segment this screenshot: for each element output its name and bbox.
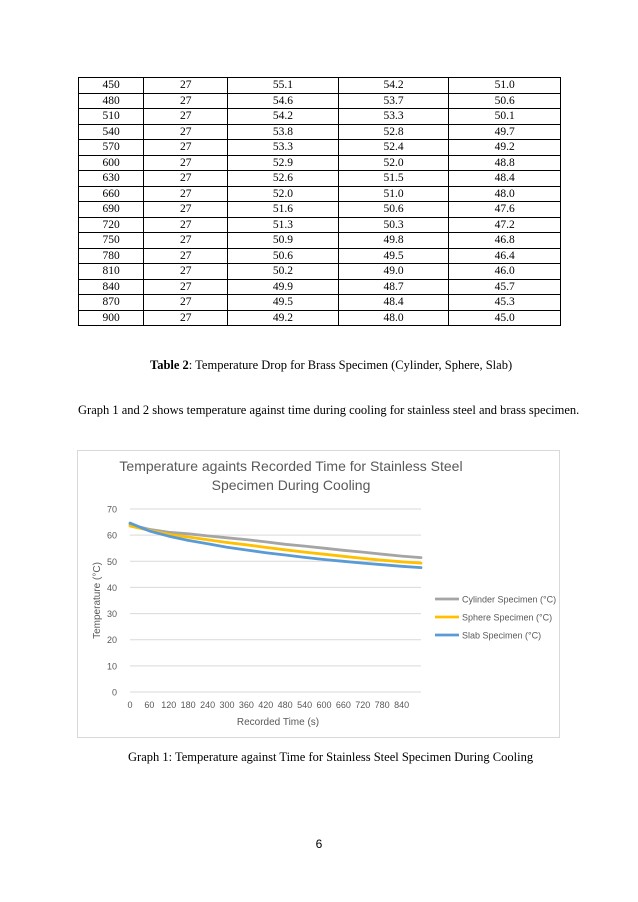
table-cell: 27 [144,93,228,109]
table-cell: 27 [144,279,228,295]
table-cell: 570 [79,140,144,156]
table-cell: 27 [144,109,228,125]
table-cell: 46.8 [449,233,561,249]
table-cell: 54.6 [228,93,339,109]
table-cell: 55.1 [228,78,339,94]
table-cell: 50.1 [449,109,561,125]
table-cell: 27 [144,124,228,140]
table-cell: 49.9 [228,279,339,295]
table-cell: 27 [144,248,228,264]
table-cell: 51.6 [228,202,339,218]
table-cell: 53.8 [228,124,339,140]
table-row [79,248,561,264]
table-row [79,140,561,156]
table-row [79,109,561,125]
y-tick-label: 20 [106,635,117,646]
x-tick-label: 720 [355,700,371,710]
table-cell: 50.6 [449,93,561,109]
chart-title-line: Temperature againts Recorded Time for Stainless Steel [119,458,463,474]
x-tick-label: 360 [238,700,254,710]
table-cell: 53.3 [228,140,339,156]
table-cell: 48.8 [449,155,561,171]
table-cell: 49.7 [449,124,561,140]
table-cell: 49.2 [228,310,339,326]
table-cell: 49.0 [338,264,449,280]
table-cell: 450 [79,78,144,94]
table-cell: 27 [144,140,228,156]
table-cell: 54.2 [338,78,449,94]
page-number: 6 [315,837,323,851]
y-tick-label: 60 [106,530,117,541]
table-cell: 45.0 [449,310,561,326]
table-cell: 52.0 [338,155,449,171]
x-tick-label: 540 [297,700,313,710]
temperature-data-table [78,77,561,326]
table-cell: 870 [79,295,144,311]
table-cell: 46.0 [449,264,561,280]
table-cell: 720 [79,217,144,233]
legend-label: Sphere Specimen (°C) [462,612,553,623]
table-row [79,124,561,140]
y-tick-label: 70 [106,504,117,515]
table-row [79,217,561,233]
table-body [79,78,561,326]
chart-container [77,450,560,738]
table-cell: 50.9 [228,233,339,249]
table-cell: 53.7 [338,93,449,109]
table-cell: 51.0 [449,78,561,94]
table-cell: 49.5 [228,295,339,311]
table-row [79,310,561,326]
x-tick-label: 780 [374,700,390,710]
table-cell: 50.2 [228,264,339,280]
table-row [79,279,561,295]
table-row [79,264,561,280]
y-tick-label: 10 [106,661,117,672]
temperature-line-chart [78,451,559,737]
table-cell: 27 [144,264,228,280]
table-row [79,233,561,249]
table-cell: 780 [79,248,144,264]
table-cell: 53.3 [338,109,449,125]
table-cell: 48.0 [449,186,561,202]
table-cell: 27 [144,155,228,171]
table-cell: 49.5 [338,248,449,264]
table-cell: 27 [144,186,228,202]
table-cell: 52.0 [228,186,339,202]
table-cell: 27 [144,78,228,94]
table-cell: 690 [79,202,144,218]
x-tick-label: 180 [180,700,196,710]
table-cell: 45.7 [449,279,561,295]
table-cell: 49.2 [449,140,561,156]
table-cell: 47.2 [449,217,561,233]
table-cell: 50.6 [338,202,449,218]
table-cell: 47.6 [449,202,561,218]
x-tick-label: 120 [161,700,177,710]
x-tick-label: 0 [127,700,133,710]
table-caption-label: Table 2 [150,358,189,372]
x-tick-label: 660 [335,700,351,710]
table-cell: 48.4 [449,171,561,187]
table-cell: 52.9 [228,155,339,171]
table-row [79,295,561,311]
table-cell: 27 [144,233,228,249]
legend-label: Slab Specimen (°C) [462,630,542,641]
table-cell: 27 [144,202,228,218]
table-cell: 46.4 [449,248,561,264]
table-row [79,186,561,202]
table-cell: 52.6 [228,171,339,187]
x-tick-label: 480 [277,700,293,710]
table-cell: 27 [144,171,228,187]
graph-caption: Graph 1: Temperature against Time for Stainless Steel Specimen During Cooling [128,750,534,764]
table-cell: 27 [144,217,228,233]
x-tick-label: 300 [219,700,235,710]
table-caption-text: : Temperature Drop for Brass Specimen (Cylinder, Sphere, Slab) [188,358,513,372]
table-cell: 50.3 [338,217,449,233]
table-cell: 51.0 [338,186,449,202]
table-row [79,155,561,171]
table-cell: 900 [79,310,144,326]
table-row [79,171,561,187]
table-cell: 540 [79,124,144,140]
x-axis-title: Recorded Time (s) [236,717,320,728]
x-tick-label: 420 [258,700,274,710]
table-cell: 840 [79,279,144,295]
table-row [79,78,561,94]
y-tick-label: 50 [106,556,117,567]
legend-label: Cylinder Specimen (°C) [462,594,557,605]
table-cell: 750 [79,233,144,249]
table-cell: 54.2 [228,109,339,125]
table-cell: 45.3 [449,295,561,311]
table-cell: 630 [79,171,144,187]
table-cell: 48.4 [338,295,449,311]
table-cell: 510 [79,109,144,125]
table-cell: 660 [79,186,144,202]
table-cell: 51.5 [338,171,449,187]
table-cell: 52.4 [338,140,449,156]
y-axis-title: Temperature (°C) [92,562,103,639]
x-tick-label: 60 [144,700,155,710]
table-cell: 49.8 [338,233,449,249]
table-cell: 52.8 [338,124,449,140]
table-cell: 48.0 [338,310,449,326]
y-tick-label: 0 [111,687,117,698]
x-tick-label: 240 [200,700,216,710]
x-tick-label: 840 [394,700,410,710]
x-tick-label: 600 [316,700,332,710]
y-tick-label: 30 [106,609,117,620]
chart-title-line: Specimen During Cooling [211,477,371,493]
y-tick-label: 40 [106,582,117,593]
table-cell: 50.6 [228,248,339,264]
table-caption [150,358,512,373]
table-row [79,202,561,218]
table-cell: 51.3 [228,217,339,233]
table-row [79,93,561,109]
intro-paragraph: Graph 1 and 2 shows temperature against time during cooling for stainless steel and brass specimen. [78,403,580,417]
table-cell: 27 [144,295,228,311]
table-cell: 600 [79,155,144,171]
table-cell: 810 [79,264,144,280]
table-cell: 27 [144,310,228,326]
table-cell: 480 [79,93,144,109]
table-cell: 48.7 [338,279,449,295]
